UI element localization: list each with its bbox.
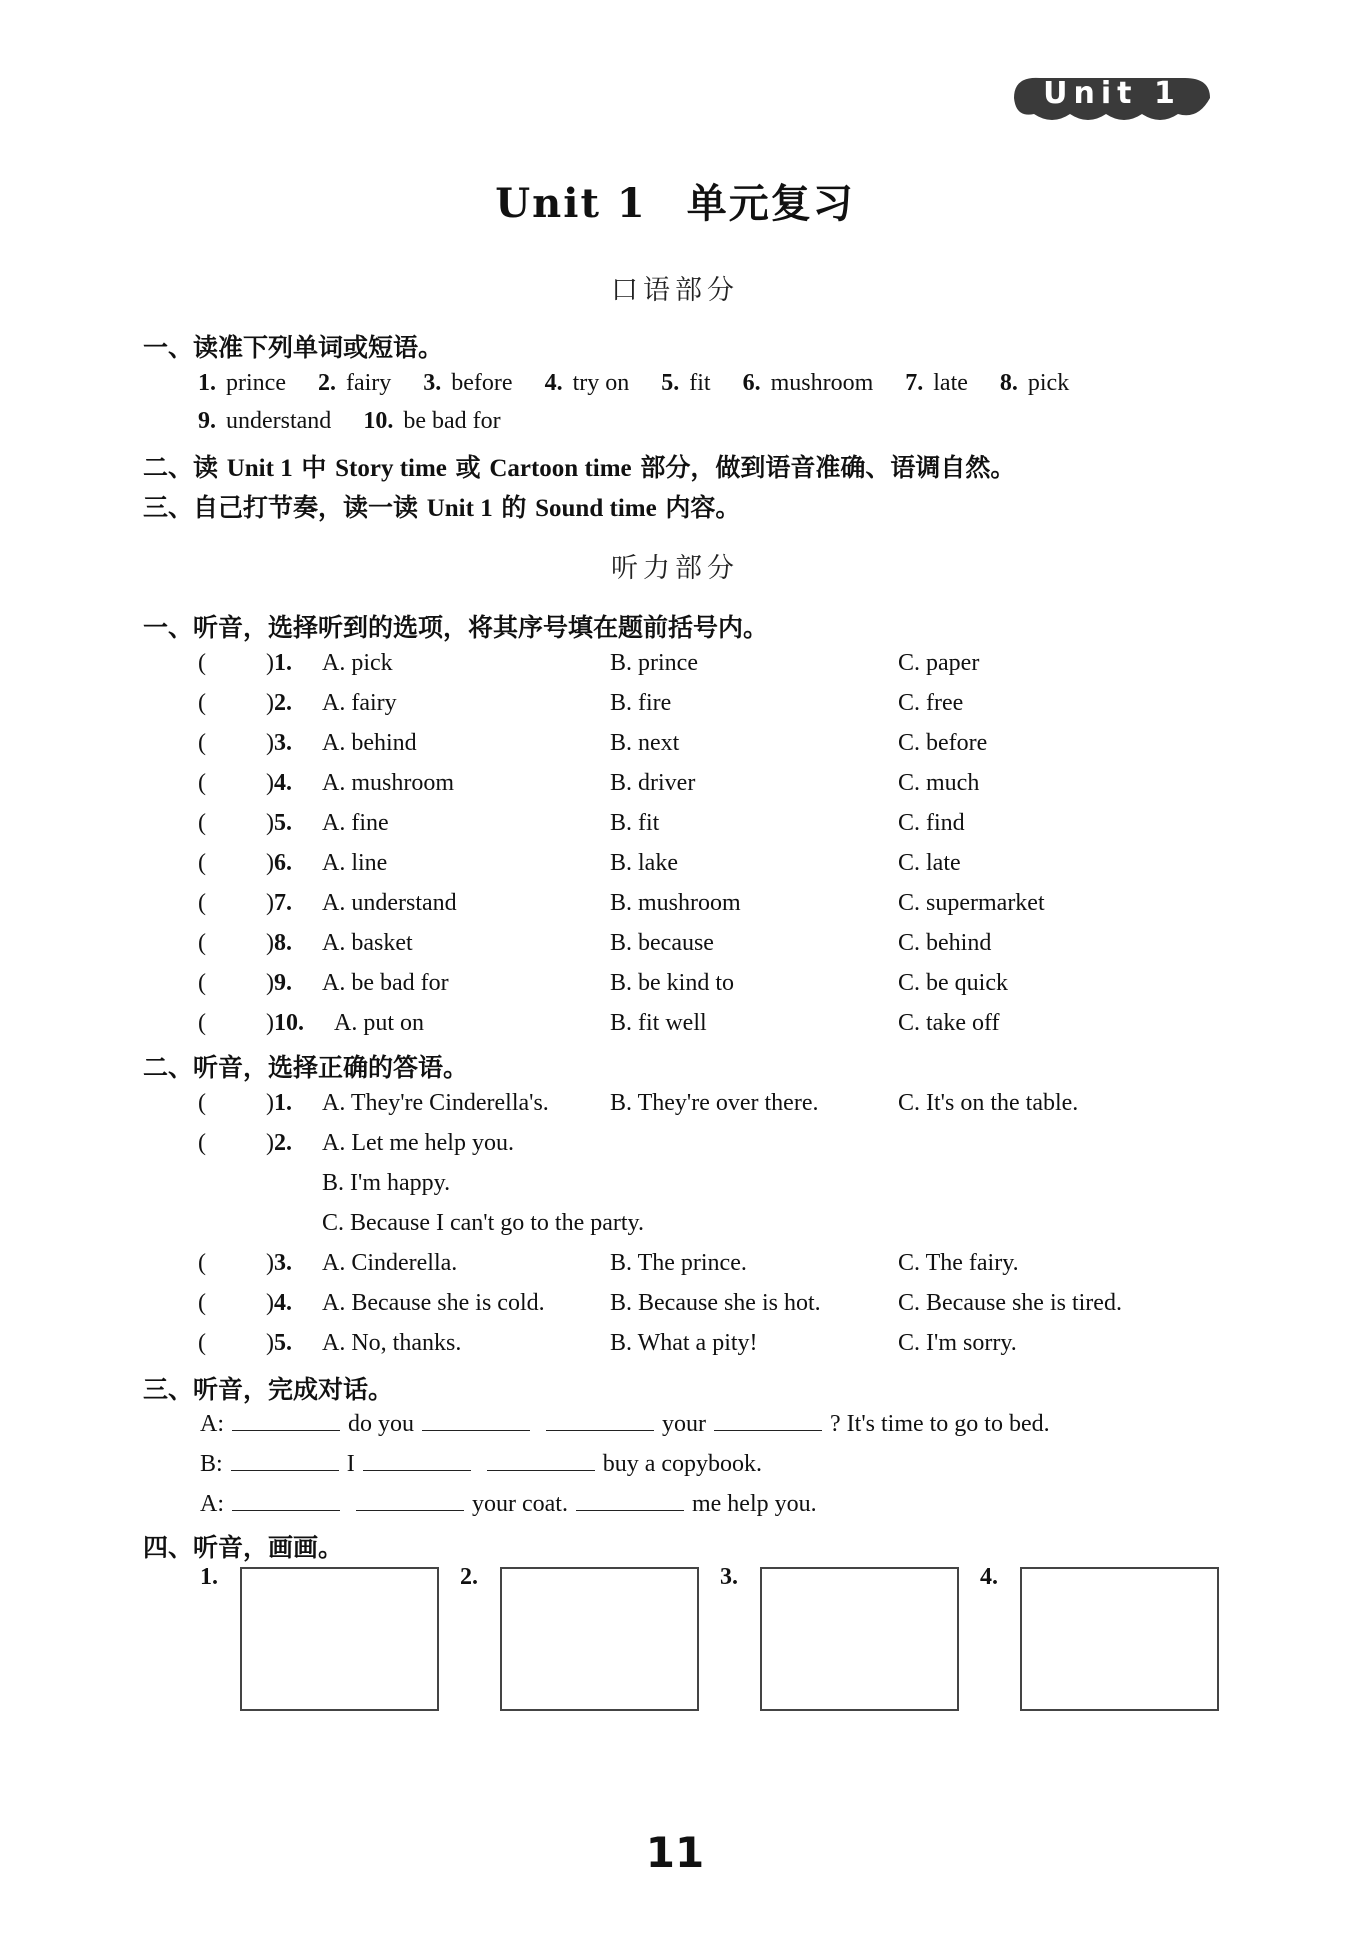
answer-blank[interactable] bbox=[363, 1448, 471, 1471]
dialogue-line-3 bbox=[200, 1488, 817, 1519]
item-num: 9. bbox=[198, 408, 216, 434]
question-number: 2. bbox=[274, 1130, 292, 1156]
option-b: B. They're over there. bbox=[610, 1090, 819, 1116]
option-b: B. I'm happy. bbox=[322, 1170, 451, 1196]
item-word: fit bbox=[689, 370, 711, 396]
answer-blank[interactable] bbox=[487, 1448, 595, 1471]
item-num: 1. bbox=[198, 370, 216, 396]
drawing-box-number: 1. bbox=[200, 1564, 218, 1590]
answer-paren: ( bbox=[198, 930, 206, 956]
option-a: A. basket bbox=[322, 930, 413, 956]
item-num: 4. bbox=[544, 370, 563, 396]
answer-paren: ( bbox=[198, 650, 206, 676]
item-num: 5. bbox=[661, 370, 680, 396]
oral-section-title: 口语部分 bbox=[611, 275, 739, 306]
question-number-wrap: )2. bbox=[266, 690, 292, 716]
option-a: A. fairy bbox=[322, 690, 397, 716]
p2-q5-paren: ( bbox=[198, 1330, 206, 1356]
option-b: B. fit bbox=[610, 810, 660, 836]
listening-part3-heading: 三、听音，完成对话。 bbox=[143, 1375, 394, 1404]
p2-q1: )1. bbox=[266, 1090, 292, 1116]
dialogue-line-1 bbox=[200, 1408, 1050, 1439]
p2-q2-paren: ( bbox=[198, 1130, 206, 1156]
text: 部分，做到语音准确、语调自然。 bbox=[631, 453, 1016, 482]
option-c: C. free bbox=[898, 690, 964, 716]
option-b: B. Because she is hot. bbox=[610, 1290, 821, 1316]
option-c: C. find bbox=[898, 810, 965, 836]
option-c: C. late bbox=[898, 850, 961, 876]
question-number-wrap: )7. bbox=[266, 890, 292, 916]
drawing-box-number: 3. bbox=[720, 1564, 738, 1590]
item-word: fairy bbox=[345, 370, 392, 396]
title-unit: Unit 1 bbox=[495, 180, 647, 227]
option-a: A. put on bbox=[334, 1010, 424, 1036]
answer-blank[interactable] bbox=[231, 1448, 339, 1471]
option-c: C. Because she is tired. bbox=[898, 1290, 1122, 1316]
option-c: C. be quick bbox=[898, 970, 1008, 996]
item-num: 7. bbox=[905, 370, 924, 396]
answer-paren: ( bbox=[198, 970, 206, 996]
item-word: be bad for bbox=[403, 408, 501, 434]
item-num: 3. bbox=[423, 370, 442, 396]
option-a: A. behind bbox=[322, 730, 417, 756]
text: Unit 1 bbox=[226, 455, 293, 482]
item-num: 2. bbox=[317, 370, 336, 396]
question-number: 4. bbox=[274, 1290, 292, 1316]
text: 中 bbox=[292, 453, 336, 482]
speaker: A: bbox=[200, 1491, 224, 1517]
dialogue-text: me help you. bbox=[691, 1491, 817, 1517]
answer-paren: ( bbox=[198, 690, 206, 716]
dialogue-line-2 bbox=[200, 1448, 762, 1479]
option-a: A. understand bbox=[322, 890, 457, 916]
page-title bbox=[0, 172, 1350, 229]
option-a: A. They're Cinderella's. bbox=[322, 1090, 549, 1116]
option-a: A. line bbox=[322, 850, 388, 876]
text: Sound time bbox=[535, 495, 657, 522]
option-a: A. fine bbox=[322, 810, 389, 836]
p2-q4: )4. bbox=[266, 1290, 292, 1316]
answer-paren: ( bbox=[198, 850, 206, 876]
question-number: 3. bbox=[274, 730, 292, 756]
oral-part2-heading bbox=[143, 448, 1015, 484]
text: 三、自己打节奏，读一读 bbox=[143, 493, 427, 522]
option-c: C. before bbox=[898, 730, 988, 756]
text: 二、读 bbox=[143, 453, 227, 482]
drawing-box-number: 2. bbox=[460, 1564, 478, 1590]
option-c: C. The fairy. bbox=[898, 1250, 1019, 1276]
text: 的 bbox=[492, 493, 536, 522]
question-number-wrap: )6. bbox=[266, 850, 292, 876]
oral-part1-heading: 一、读准下列单词或短语。 bbox=[143, 333, 444, 362]
option-b: B. next bbox=[610, 730, 680, 756]
option-b: B. be kind to bbox=[610, 970, 734, 996]
option-c: C. Because I can't go to the party. bbox=[322, 1210, 644, 1236]
text: 或 bbox=[446, 453, 490, 482]
dialogue-text: I bbox=[346, 1451, 355, 1477]
question-number: 2. bbox=[274, 690, 292, 716]
answer-blank[interactable] bbox=[356, 1488, 464, 1511]
question-number-wrap: )10. bbox=[266, 1010, 304, 1036]
answer-blank[interactable] bbox=[576, 1488, 684, 1511]
listening-part1-heading: 一、听音，选择听到的选项，将其序号填在题前括号内。 bbox=[143, 613, 769, 642]
option-a: A. pick bbox=[322, 650, 393, 676]
dialogue-text: buy a copybook. bbox=[602, 1451, 762, 1477]
dialogue-text: your bbox=[662, 1411, 706, 1437]
option-b: B. What a pity! bbox=[610, 1330, 758, 1356]
option-b: B. The prince. bbox=[610, 1250, 747, 1276]
question-number-wrap: )8. bbox=[266, 930, 292, 956]
question-number: 1. bbox=[274, 1090, 292, 1116]
dialogue-text: ? It's time to go to bed. bbox=[830, 1411, 1050, 1437]
p2-q2: )2. bbox=[266, 1130, 292, 1156]
question-number: 8. bbox=[274, 930, 292, 956]
p2-q3: )3. bbox=[266, 1250, 292, 1276]
option-a: A. Because she is cold. bbox=[322, 1290, 545, 1316]
question-number: 9. bbox=[274, 970, 292, 996]
item-word: prince bbox=[226, 370, 286, 396]
answer-paren: ( bbox=[198, 810, 206, 836]
unit-badge-graphic bbox=[1010, 70, 1215, 126]
option-c: C. much bbox=[898, 770, 980, 796]
question-number: 1. bbox=[274, 650, 292, 676]
item-word: before bbox=[451, 370, 513, 396]
item-word: mushroom bbox=[770, 370, 874, 396]
item-word: late bbox=[933, 370, 968, 396]
text: Cartoon time bbox=[489, 455, 632, 482]
drawing-box-1[interactable] bbox=[240, 1567, 439, 1711]
option-c: C. It's on the table. bbox=[898, 1090, 1079, 1116]
page-number: 11 bbox=[645, 1828, 705, 1877]
option-a: A. mushroom bbox=[322, 770, 454, 796]
option-b: B. driver bbox=[610, 770, 696, 796]
item-word: pick bbox=[1027, 370, 1070, 396]
p2-q1-paren: ( bbox=[198, 1090, 206, 1116]
item-num: 10. bbox=[363, 408, 394, 434]
option-c: C. I'm sorry. bbox=[898, 1330, 1017, 1356]
answer-blank[interactable] bbox=[232, 1408, 340, 1431]
listening-section-title: 听力部分 bbox=[611, 553, 739, 584]
question-number-wrap: )5. bbox=[266, 810, 292, 836]
option-c: C. paper bbox=[898, 650, 980, 676]
answer-paren: ( bbox=[198, 770, 206, 796]
dialogue-text: your coat. bbox=[472, 1491, 568, 1517]
text: Unit 1 bbox=[426, 495, 493, 522]
title-name: 单元复习 bbox=[686, 180, 855, 227]
p2-q3-paren: ( bbox=[198, 1250, 206, 1276]
question-number-wrap: )1. bbox=[266, 650, 292, 676]
listening-part2-heading: 二、听音，选择正确的答语。 bbox=[143, 1053, 469, 1082]
option-b: B. mushroom bbox=[610, 890, 741, 916]
question-number: 5. bbox=[274, 810, 292, 836]
drawing-box-number: 4. bbox=[980, 1564, 998, 1590]
p2-q4-paren: ( bbox=[198, 1290, 206, 1316]
option-c: C. behind bbox=[898, 930, 992, 956]
oral-part3-heading bbox=[143, 488, 740, 524]
dialogue-text: do you bbox=[348, 1411, 414, 1437]
answer-blank[interactable] bbox=[422, 1408, 530, 1431]
question-number: 6. bbox=[274, 850, 292, 876]
drawing-box-2[interactable] bbox=[500, 1567, 699, 1711]
answer-blank[interactable] bbox=[232, 1488, 340, 1511]
question-number: 5. bbox=[274, 1330, 292, 1356]
speaker: B: bbox=[200, 1451, 223, 1477]
p2-q5: )5. bbox=[266, 1330, 292, 1356]
question-number-wrap: )4. bbox=[266, 770, 292, 796]
listening-part4-heading: 四、听音，画画。 bbox=[143, 1533, 344, 1562]
option-a: A. Let me help you. bbox=[322, 1130, 514, 1156]
option-a: A. Cinderella. bbox=[322, 1250, 458, 1276]
text: Story time bbox=[335, 455, 447, 482]
option-c: C. take off bbox=[898, 1010, 1000, 1036]
oral-word-list-row2 bbox=[198, 406, 527, 436]
option-c: C. supermarket bbox=[898, 890, 1045, 916]
question-number: 4. bbox=[274, 770, 292, 796]
question-number: 3. bbox=[274, 1250, 292, 1276]
answer-blank[interactable] bbox=[714, 1408, 822, 1431]
item-num: 8. bbox=[999, 370, 1018, 396]
text: 内容。 bbox=[656, 493, 741, 522]
unit-badge bbox=[1010, 70, 1215, 126]
drawing-box-4[interactable] bbox=[1020, 1567, 1219, 1711]
item-word: understand bbox=[226, 408, 332, 434]
unit-badge-text: Unit 1 bbox=[1043, 76, 1181, 111]
item-word: try on bbox=[572, 370, 630, 396]
item-num: 6. bbox=[742, 370, 761, 396]
option-b: B. fit well bbox=[610, 1010, 707, 1036]
answer-paren: ( bbox=[198, 890, 206, 916]
drawing-box-3[interactable] bbox=[760, 1567, 959, 1711]
option-a: A. be bad for bbox=[322, 970, 449, 996]
option-b: B. because bbox=[610, 930, 714, 956]
question-number-wrap: )9. bbox=[266, 970, 292, 996]
question-number-wrap: )3. bbox=[266, 730, 292, 756]
oral-word-list-row1 bbox=[198, 368, 1095, 398]
answer-paren: ( bbox=[198, 1010, 206, 1036]
speaker: A: bbox=[200, 1411, 224, 1437]
option-b: B. fire bbox=[610, 690, 672, 716]
answer-paren: ( bbox=[198, 730, 206, 756]
option-a: A. No, thanks. bbox=[322, 1330, 462, 1356]
option-b: B. lake bbox=[610, 850, 678, 876]
answer-blank[interactable] bbox=[546, 1408, 654, 1431]
option-b: B. prince bbox=[610, 650, 698, 676]
question-number: 10. bbox=[274, 1010, 304, 1036]
question-number: 7. bbox=[274, 890, 292, 916]
